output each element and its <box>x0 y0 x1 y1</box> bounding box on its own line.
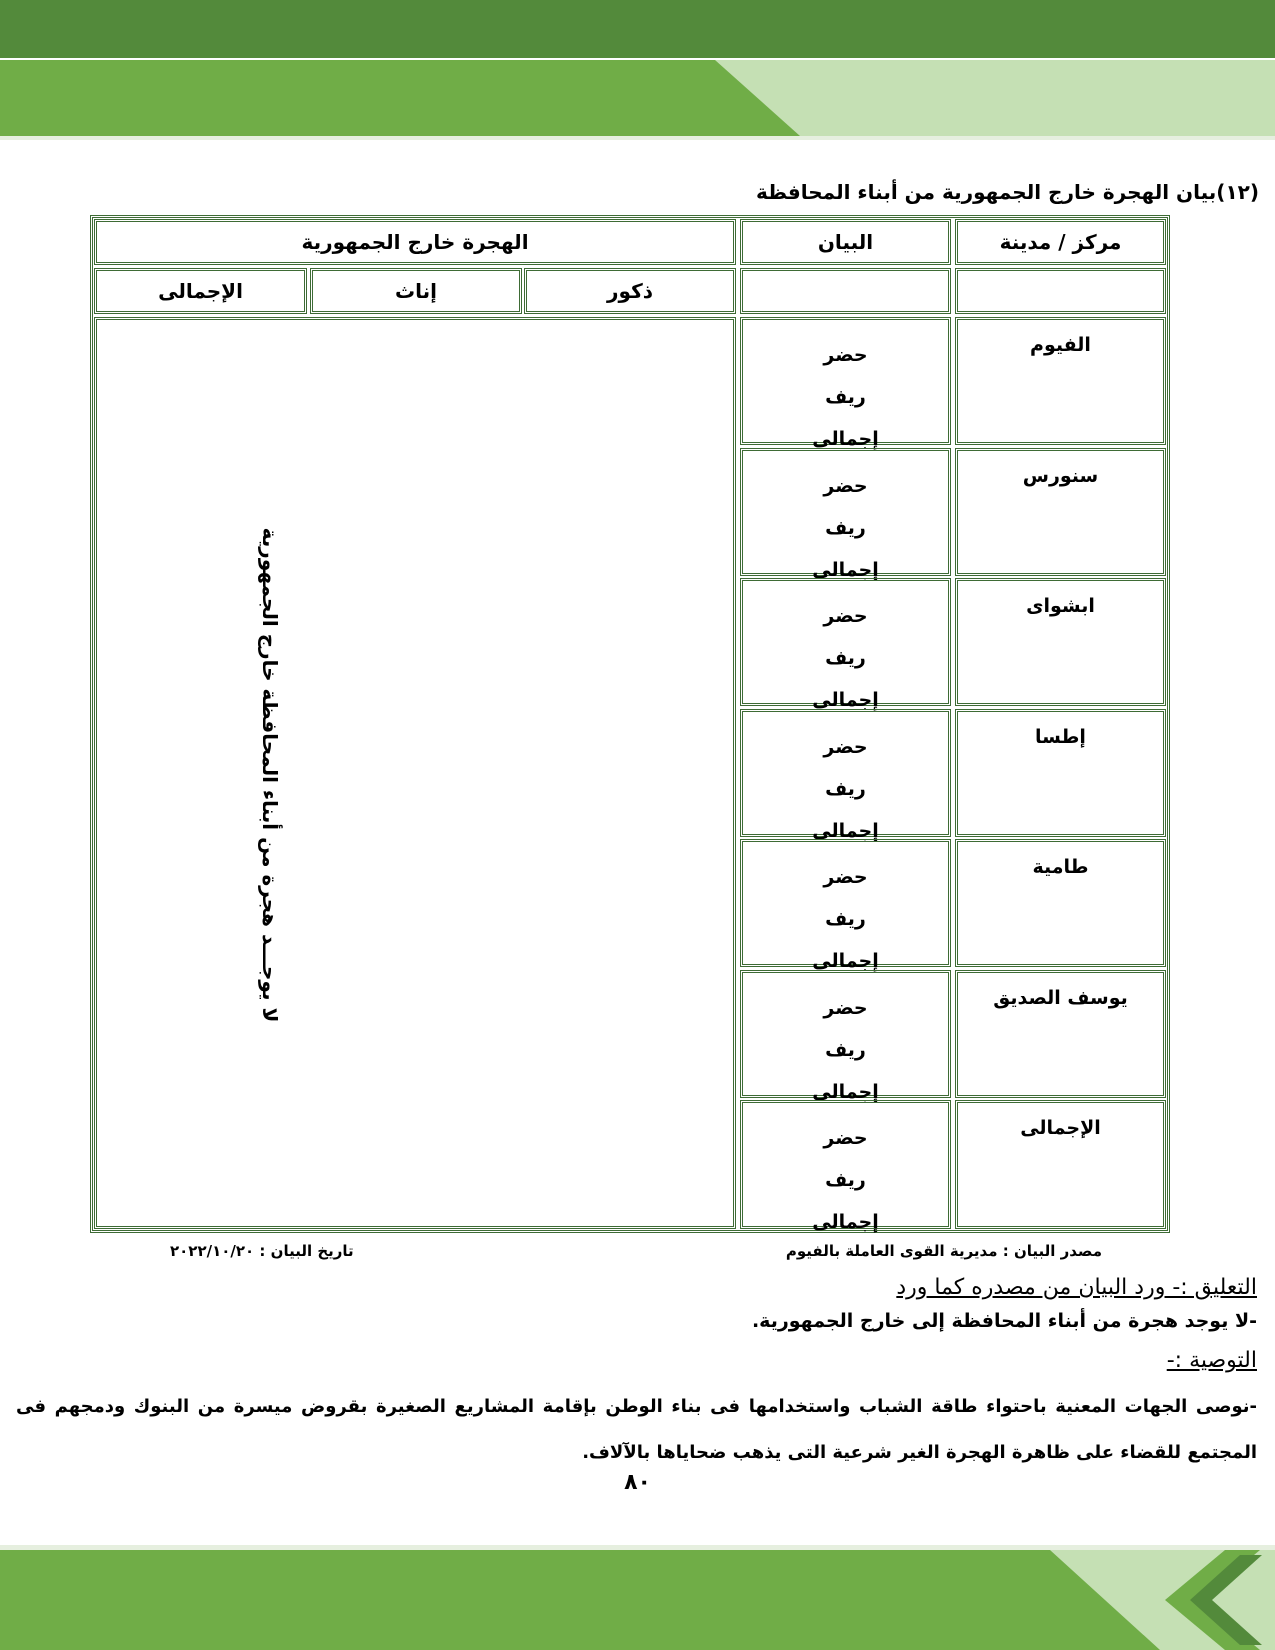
statement-rows <box>740 839 951 972</box>
statement-label: ريف <box>825 778 866 800</box>
statement-label: ريف <box>825 647 866 669</box>
statement-label: إجمالى <box>812 559 879 581</box>
center-name: سنورس <box>955 448 1166 576</box>
migration-data-cell <box>94 317 736 1229</box>
center-name: يوسف الصديق <box>955 970 1166 1098</box>
statement-label: حضر <box>823 866 868 888</box>
statement-label: إجمالى <box>812 428 879 450</box>
comment-text: -لا يوجد هجرة من أبناء المحافظة إلى خارج الجمهورية. <box>751 1310 1257 1332</box>
header-migration: الهجرة خارج الجمهورية <box>94 219 736 265</box>
page-title: (١٢)بيان الهجرة خارج الجمهورية من أبناء المحافظة <box>756 180 1259 204</box>
statement-label: حضر <box>823 736 868 758</box>
statement-rows <box>740 578 951 711</box>
center-name: طامية <box>955 839 1166 967</box>
statement-label: إجمالى <box>812 950 879 972</box>
statement-rows <box>740 448 951 581</box>
subheader-female: إناث <box>310 268 522 314</box>
subheader-center-blank <box>955 268 1166 314</box>
statement-label: ريف <box>825 1169 866 1191</box>
statement-label: ريف <box>825 517 866 539</box>
statement-label: ريف <box>825 1039 866 1061</box>
header-statement: البيان <box>740 219 951 265</box>
statement-label: إجمالى <box>812 820 879 842</box>
subheader-statement-blank <box>740 268 951 314</box>
statement-rows <box>740 970 951 1103</box>
statement-rows <box>740 1100 951 1233</box>
statement-rows <box>740 317 951 450</box>
statement-label: حضر <box>823 605 868 627</box>
center-name: الفيوم <box>955 317 1166 445</box>
statement-label: إجمالى <box>812 1211 879 1233</box>
date-line: تاريخ البيان : ٢٠٢٢/١٠/٢٠ <box>170 1242 354 1260</box>
no-migration-note: لا يوجـــد هجرة من أبناء المحافظة خارج الجمهورية <box>258 527 282 1023</box>
center-name: ابشواى <box>955 578 1166 706</box>
statement-label: حضر <box>823 344 868 366</box>
statement-label: حضر <box>823 1127 868 1149</box>
page-number: ٨٠ <box>624 1470 651 1495</box>
statement-label: حضر <box>823 997 868 1019</box>
statement-label: إجمالى <box>812 689 879 711</box>
subheader-male: ذكور <box>524 268 736 314</box>
center-name: الإجمالى <box>955 1100 1166 1229</box>
statement-rows <box>740 709 951 842</box>
recommendation-text: -نوصى الجهات المعنية باحتواء طاقة الشباب واستخدامها فى بناء الوطن بإقامة المشاريع الصغيرة بقروض ميسرة من البنوك ودمجهم فى المجتمع للقضاء على ظاهرة الهجرة الغير شرعية التى يذهب ضحاياها بالآلاف. <box>16 1396 1257 1463</box>
statement-label: ريف <box>825 386 866 408</box>
comment-heading: التعليق :- ورد البيان من مصدره كما ورد <box>896 1275 1257 1300</box>
statement-label: حضر <box>823 475 868 497</box>
source-line: مصدر البيان : مديرية القوى العاملة بالفيوم <box>785 1242 1102 1260</box>
center-name: إطسا <box>955 709 1166 837</box>
subheader-total: الإجمالى <box>94 268 307 314</box>
header-banner <box>0 0 1275 140</box>
statement-label: ريف <box>825 908 866 930</box>
footer-banner <box>0 1545 1275 1650</box>
header-center: مركز / مدينة <box>955 219 1166 265</box>
statement-label: إجمالى <box>812 1081 879 1103</box>
recommendation-heading: التوصية :- <box>1166 1348 1257 1373</box>
